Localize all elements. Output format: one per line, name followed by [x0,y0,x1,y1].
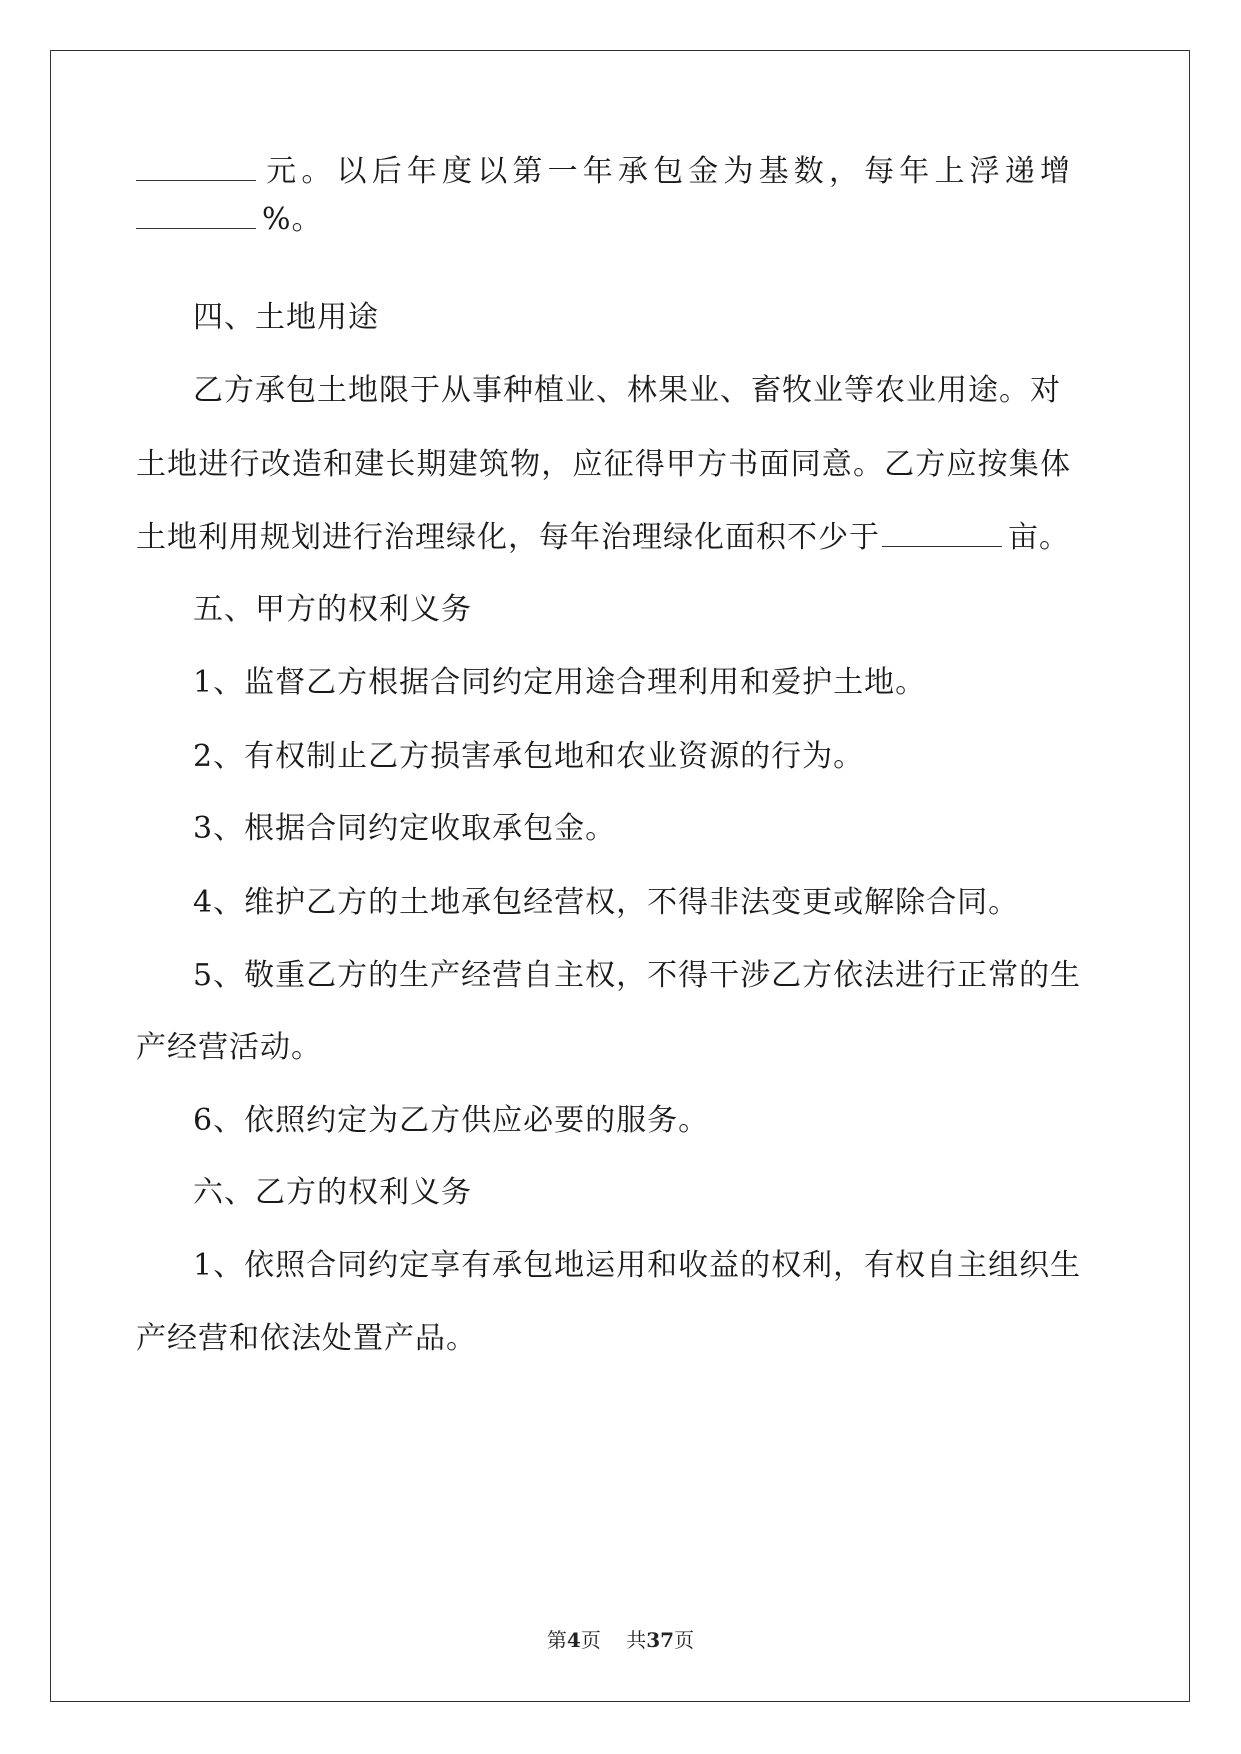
paragraph-line [136,445,1071,485]
section-heading [193,590,472,630]
line-text: 5、敬重乙方的生产经营自主权，不得干涉乙方依法进行正常的生 [193,958,1082,993]
footer-prefix: 第 [546,1628,567,1652]
line-text: 1、监督乙方根据合同约定用途合理利用和爱护土地。 [193,665,927,700]
current-page-number: 4 [566,1628,581,1652]
list-item [193,956,1082,996]
line-text: 亩。 [1008,520,1070,555]
paragraph-line [136,1319,477,1359]
line-text: 元。以后年度以第一年承包金为基数，每年上浮递增 [262,154,1071,189]
paragraph-line [136,200,323,240]
total-page-number: 37 [646,1628,675,1652]
line-text: 6、依照约定为乙方供应必要的服务。 [193,1103,710,1138]
list-item [193,809,616,849]
heading-text: 五、甲方的权利义务 [193,592,472,627]
line-text: 土地进行改造和建长期建筑物，应征得甲方书面同意。乙方应按集体 [136,447,1071,482]
footer-suffix: 页 [674,1628,695,1652]
fill-blank [136,158,256,181]
paragraph-line [136,518,1070,558]
footer-mid: 页 共 [580,1628,647,1652]
line-text: 乙方承包土地限于从事种植业、林果业、畜牧业等农业用途。对 [193,373,1061,408]
line-text: 4、维护乙方的土地承包经营权，不得非法变更或解除合同。 [193,885,1020,920]
list-item [193,663,926,703]
line-text: 2、有权制止乙方损害承包地和农业资源的行为。 [193,739,865,774]
list-item [193,883,1019,923]
section-heading [193,1173,472,1213]
line-text: 土地利用规划进行治理绿化，每年治理绿化面积不少于 [136,520,880,555]
line-text: 产经营活动。 [136,1030,322,1065]
heading-text: 六、乙方的权利义务 [193,1175,472,1210]
fill-blank [136,206,256,229]
heading-text: 四、土地用途 [193,300,379,335]
line-text: %。 [262,202,323,237]
page-footer [0,1628,1241,1652]
line-text: 1、依照合同约定享有承包地运用和收益的权利，有权自主组织生 [193,1248,1082,1283]
list-item [193,1246,1082,1286]
paragraph-line [136,152,1071,192]
fill-blank [882,524,1002,547]
paragraph-line [193,371,1061,411]
paragraph-line [136,1028,322,1068]
line-text: 3、根据合同约定收取承包金。 [193,811,617,846]
section-heading [193,298,379,338]
list-item [193,737,864,777]
list-item [193,1101,709,1141]
line-text: 产经营和依法处置产品。 [136,1321,477,1356]
